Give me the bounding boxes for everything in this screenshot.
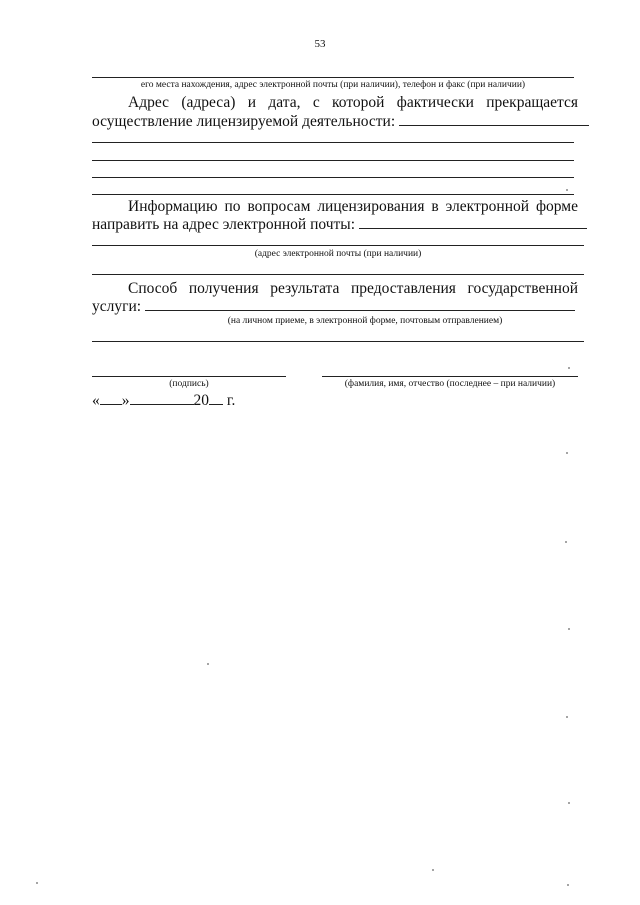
- caption-signature: (подпись): [169, 379, 209, 389]
- date-line: [92, 391, 292, 410]
- address-input-line[interactable]: [399, 112, 589, 126]
- caption-contact-info: его места нахождения, адрес электронной почты (при наличии), телефон и факс (при наличии): [140, 80, 526, 90]
- scan-speck: [566, 716, 568, 718]
- paragraph-address-line1: Адрес (адреса) и дата, с которой фактически прекращается: [128, 94, 578, 111]
- paragraph-address-line2: [92, 112, 580, 131]
- scan-speck: [432, 869, 434, 871]
- caption-method: (на личном приеме, в электронной форме, почтовым отправлением): [227, 316, 503, 326]
- address-field-line-3[interactable]: [92, 177, 574, 178]
- scan-speck: [566, 452, 568, 454]
- paragraph-address-label: осуществление лицензируемой деятельности:: [92, 113, 396, 130]
- scan-speck: [207, 663, 209, 665]
- email-input-line[interactable]: [359, 215, 587, 229]
- address-field-line-4[interactable]: [92, 194, 574, 195]
- paragraph-method-label: услуги:: [92, 298, 142, 315]
- method-input-line[interactable]: [145, 297, 575, 311]
- address-field-line-2[interactable]: [92, 160, 574, 161]
- scan-speck: [36, 882, 38, 884]
- page-number: 53: [314, 38, 326, 50]
- caption-name: (фамилия, имя, отчество (последнее – при наличии): [344, 379, 556, 389]
- scan-speck: [568, 802, 570, 804]
- name-line[interactable]: [322, 376, 578, 377]
- paragraph-method-line2: [92, 297, 580, 316]
- paragraph-email-label: направить на адрес электронной почты:: [92, 216, 356, 233]
- email-field-line-2[interactable]: [92, 274, 584, 275]
- scan-speck: [565, 541, 567, 543]
- top-field-line[interactable]: [92, 77, 574, 78]
- date-year-prefix: 20: [193, 392, 209, 409]
- scan-speck: [568, 367, 570, 369]
- date-close-quote: »: [121, 392, 130, 409]
- paragraph-email-line2: [92, 215, 580, 234]
- scan-speck: [568, 628, 570, 630]
- method-field-line-2[interactable]: [92, 341, 584, 342]
- paragraph-email-line1: Информацию по вопросам лицензирования в электронной форме: [128, 198, 578, 215]
- caption-email: (адрес электронной почты (при наличии): [254, 249, 422, 259]
- day-input-line[interactable]: [100, 391, 122, 405]
- paragraph-method-line1: Способ получения результата предоставления государственной: [128, 280, 578, 297]
- email-field-line[interactable]: [92, 245, 584, 246]
- signature-line[interactable]: [92, 376, 286, 377]
- date-year-suffix: г.: [226, 392, 236, 409]
- scan-speck: [566, 189, 568, 191]
- date-open-quote: «: [92, 392, 100, 409]
- year-input-line[interactable]: [209, 391, 223, 405]
- address-field-line-1[interactable]: [92, 142, 574, 143]
- scan-speck: [567, 884, 569, 886]
- month-input-line[interactable]: [130, 391, 194, 405]
